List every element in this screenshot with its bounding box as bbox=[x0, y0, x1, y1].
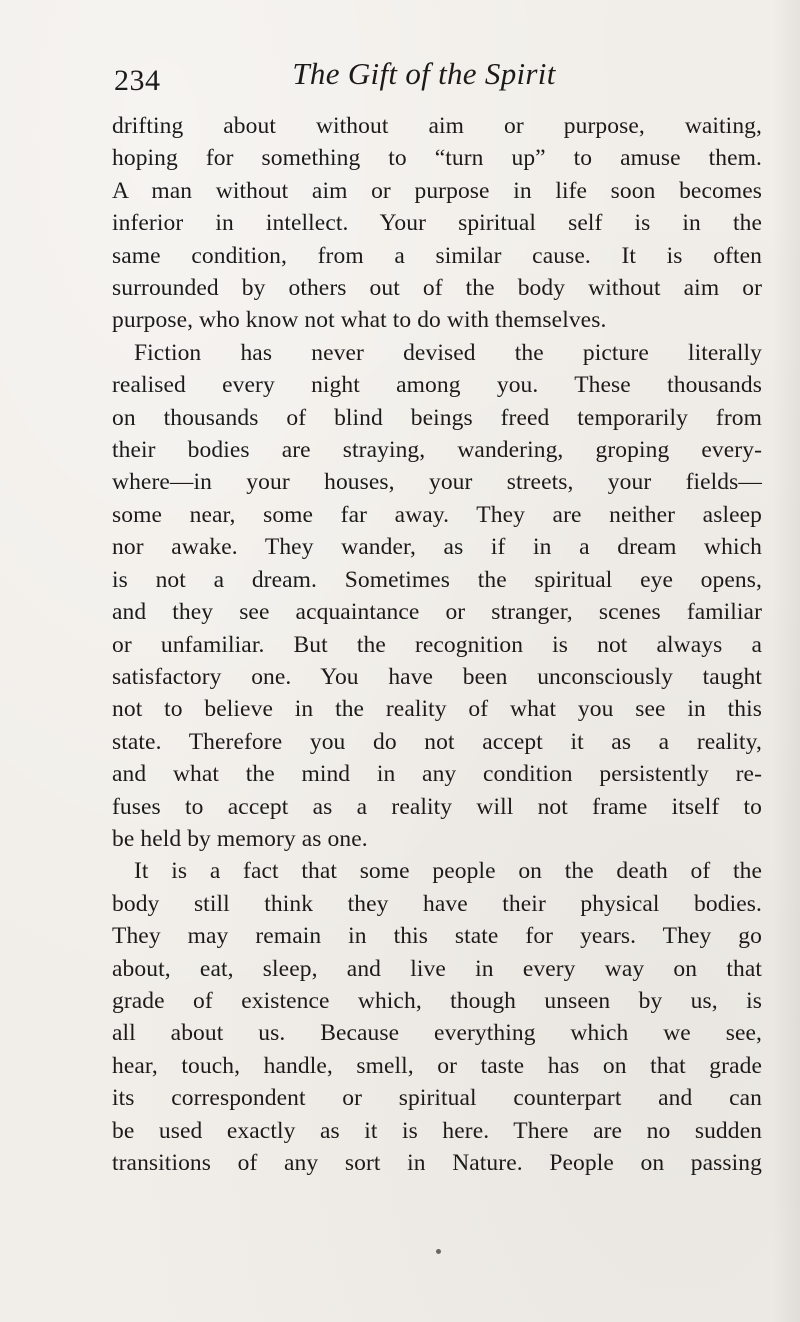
text-line: realised every night among you. These thousands bbox=[112, 372, 762, 399]
text-line: on thousands of blind beings freed temporarily from bbox=[112, 404, 762, 431]
body-text bbox=[112, 110, 762, 1179]
text-line: state. Therefore you do not accept it as a reality, bbox=[112, 728, 762, 755]
text-line: grade of existence which, though unseen by us, is bbox=[112, 987, 762, 1014]
text-line: A man without aim or purpose in life soon becomes bbox=[112, 177, 762, 204]
text-line: all about us. Because everything which we see, bbox=[112, 1020, 762, 1047]
text-line: nor awake. They wander, as if in a dream which bbox=[112, 534, 762, 561]
page-header bbox=[114, 56, 734, 102]
text-line: not to believe in the reality of what you see in this bbox=[112, 696, 762, 723]
text-line: some near, some far away. They are neither asleep bbox=[112, 501, 762, 528]
text-line: fuses to accept as a reality will not frame itself to bbox=[112, 793, 762, 820]
text-line: and they see acquaintance or stranger, scenes familiar bbox=[112, 599, 762, 626]
text-line: is not a dream. Sometimes the spiritual eye opens, bbox=[112, 566, 762, 593]
page-edge-shadow bbox=[772, 0, 800, 1322]
text-line: or unfamiliar. But the recognition is not always a bbox=[112, 631, 762, 658]
text-line: It is a fact that some people on the death of the bbox=[134, 858, 762, 885]
text-line: about, eat, sleep, and live in every way on that bbox=[112, 955, 762, 982]
text-line: hear, touch, handle, smell, or taste has on that grade bbox=[112, 1052, 762, 1079]
text-line: body still think they have their physical bodies. bbox=[112, 890, 762, 917]
text-line: same condition, from a similar cause. It is often bbox=[112, 242, 762, 269]
text-line: surrounded by others out of the body without aim or bbox=[112, 275, 762, 302]
text-line: They may remain in this state for years. They go bbox=[112, 923, 762, 950]
text-line: be used exactly as it is here. There are no sudden bbox=[112, 1117, 762, 1144]
text-line: be held by memory as one. bbox=[112, 825, 368, 852]
text-line: where—in your houses, your streets, your fields— bbox=[112, 469, 762, 496]
text-line: purpose, who know not what to do with themselves. bbox=[112, 307, 607, 334]
running-title: The Gift of the Spirit bbox=[292, 56, 556, 91]
text-line: transitions of any sort in Nature. People on passing bbox=[112, 1150, 762, 1176]
text-line: satisfactory one. You have been unconsciously taught bbox=[112, 663, 762, 690]
page-number: 234 bbox=[114, 64, 161, 97]
text-line: inferior in intellect. Your spiritual self is in the bbox=[112, 210, 762, 237]
text-line: drifting about without aim or purpose, waiting, bbox=[112, 113, 762, 139]
text-line: their bodies are straying, wandering, groping every- bbox=[112, 437, 762, 464]
text-line: and what the mind in any condition persistently re- bbox=[112, 761, 762, 788]
text-line: its correspondent or spiritual counterpart and can bbox=[112, 1085, 762, 1112]
text-line: Fiction has never devised the picture literally bbox=[134, 339, 762, 366]
ink-speck bbox=[436, 1249, 441, 1254]
text-line: hoping for something to “turn up” to amuse them. bbox=[112, 145, 762, 172]
